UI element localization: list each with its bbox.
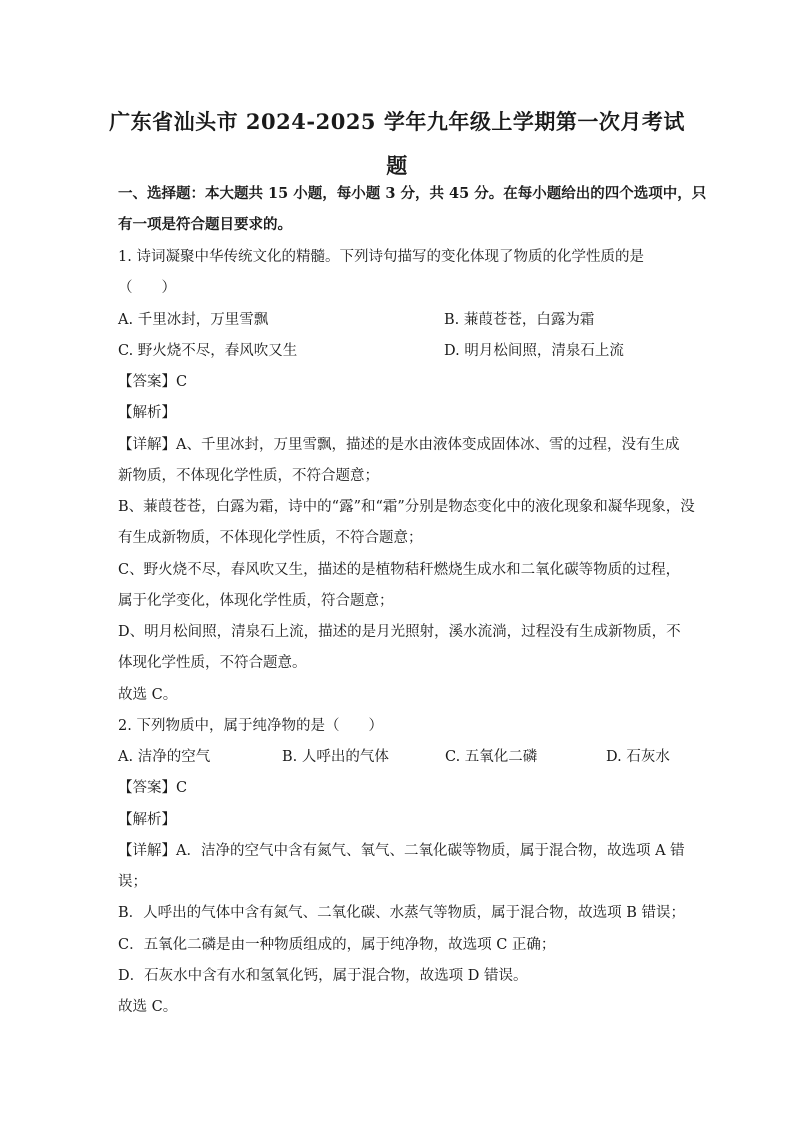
q2-stem: 2. 下列物质中，属于纯净物的是（ ）	[118, 718, 383, 734]
q1-stem-line-2: （ ）	[118, 280, 176, 296]
q1-detail-line-5: C、野火烧不尽，春风吹又生，描述的是植物秸秆燃烧生成水和二氧化碳等物质的过程，	[118, 562, 681, 578]
q2-option-a: A. 洁净的空气	[118, 749, 211, 765]
q2-option-d: D. 石灰水	[606, 749, 670, 765]
q1-option-c: C. 野火烧不尽，春风吹又生	[118, 343, 298, 359]
q2-conclusion: 故选 C。	[118, 999, 178, 1015]
q2-answer: 【答案】C	[118, 780, 188, 796]
q1-analysis-label: 【解析】	[118, 405, 176, 421]
q1-option-d: D. 明月松间照，清泉石上流	[444, 343, 624, 359]
q2-detail-line-3: B．人呼出的气体中含有氮气、二氧化碳、水蒸气等物质，属于混合物，故选项 B 错误；	[118, 905, 686, 921]
q1-answer: 【答案】C	[118, 374, 188, 390]
q1-option-a: A. 千里冰封，万里雪飘	[118, 312, 269, 328]
q1-detail-line-8: 体现化学性质，不符合题意。	[118, 655, 307, 671]
section-heading-line-1: 一、选择题：本大题共 15 小题，每小题 3 分，共 45 分。在每小题给出的四个选项中，只	[118, 185, 707, 202]
q2-option-b: B. 人呼出的气体	[282, 749, 389, 765]
q2-detail-line-1: 【详解】A．洁净的空气中含有氮气、氧气、二氧化碳等物质，属于混合物，故选项 A 错	[118, 843, 685, 859]
q1-detail-line-3: B、蒹葭苍苍，白露为霜，诗中的“露”和“霜”分别是物态变化中的液化现象和凝华现象，没	[118, 499, 695, 515]
q1-detail-line-1: 【详解】A、千里冰封，万里雪飘，描述的是水由液体变成固体冰、雪的过程，没有生成	[118, 437, 680, 453]
document-title	[100, 100, 694, 188]
q1-detail-line-6: 属于化学变化，体现化学性质，符合题意；	[118, 593, 394, 609]
title-line-1: 广东省汕头市 2024-2025 学年九年级上学期第一次月考试	[109, 109, 685, 134]
q1-stem-line-1: 1. 诗词凝聚中华传统文化的精髓。下列诗句描写的变化体现了物质的化学性质的是	[118, 249, 644, 265]
q2-analysis-label: 【解析】	[118, 812, 176, 828]
q1-detail-line-4: 有生成新物质，不体现化学性质，不符合题意；	[118, 530, 423, 546]
q1-conclusion: 故选 C。	[118, 687, 178, 703]
q2-detail-line-4: C．五氧化二磷是由一种物质组成的，属于纯净物，故选项 C 正确；	[118, 937, 556, 953]
q2-detail-line-5: D．石灰水中含有水和氢氧化钙，属于混合物，故选项 D 错误。	[118, 968, 528, 984]
q1-option-b: B. 蒹葭苍苍，白露为霜	[444, 312, 595, 328]
q2-detail-line-2: 误；	[118, 874, 147, 890]
q1-detail-line-7: D、明月松间照，清泉石上流，描述的是月光照射，溪水流淌，过程没有生成新物质，不	[118, 624, 681, 640]
title-line-2: 题	[386, 153, 408, 178]
q1-detail-line-2: 新物质，不体现化学性质，不符合题意；	[118, 468, 379, 484]
section-heading-line-2: 有一项是符合题目要求的。	[118, 216, 292, 233]
q2-option-c: C. 五氧化二磷	[445, 749, 538, 765]
